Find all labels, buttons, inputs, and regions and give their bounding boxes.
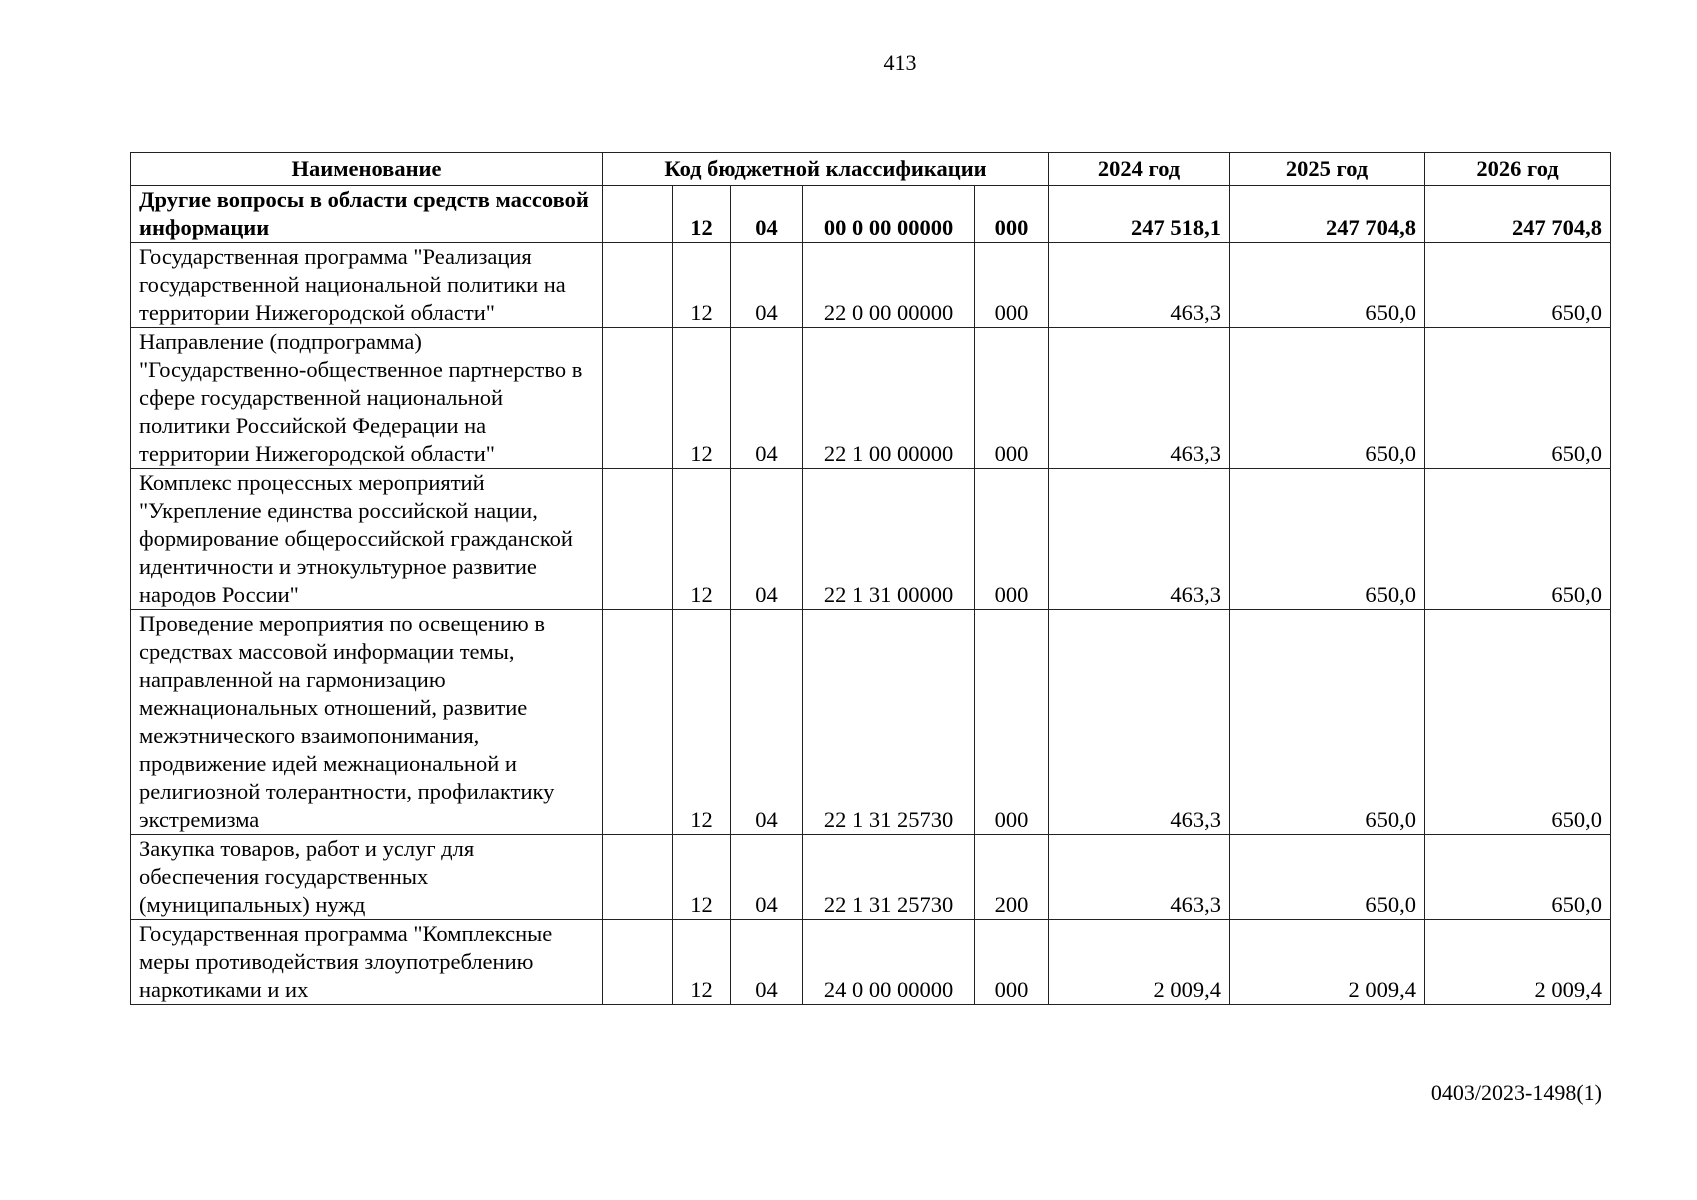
table-row [131,186,1611,243]
row-value-2025: 247 704,8 [1230,186,1425,243]
row-code-empty [603,328,673,469]
row-name: Проведение мероприятия по освещению в средствах массовой информации темы, направленной на гармонизацию межнациональных отношений, развитие межэтнического взаимопонимания, продвижение идей межнациональной и религиозной толерантности, профилактику экстремизма [131,610,603,835]
row-name: Закупка товаров, работ и услуг для обеспечения государственных (муниципальных) нужд [131,835,603,920]
row-expense-type: 000 [975,920,1049,1005]
row-code-empty [603,186,673,243]
row-value-2026: 650,0 [1425,243,1611,328]
row-value-2026: 2 009,4 [1425,920,1611,1005]
row-subsection: 04 [731,610,803,835]
row-section: 12 [673,469,731,610]
row-expense-type: 000 [975,243,1049,328]
row-section: 12 [673,835,731,920]
row-value-2026: 650,0 [1425,469,1611,610]
table-row [131,243,1611,328]
document-id: 0403/2023-1498(1) [1430,1080,1602,1105]
row-section: 12 [673,610,731,835]
header-2026: 2026 год [1425,153,1611,186]
row-code-empty [603,610,673,835]
row-target-article: 22 1 00 00000 [803,328,975,469]
row-value-2026: 650,0 [1425,610,1611,835]
row-value-2026: 650,0 [1425,835,1611,920]
budget-table [130,152,1611,1005]
header-2025: 2025 год [1230,153,1425,186]
page-number: 413 [883,50,917,75]
row-code-empty [603,920,673,1005]
row-target-article: 22 0 00 00000 [803,243,975,328]
header-code: Код бюджетной классификации [603,153,1049,186]
row-target-article: 00 0 00 00000 [803,186,975,243]
table-row [131,610,1611,835]
row-expense-type: 000 [975,610,1049,835]
row-value-2024: 463,3 [1049,469,1230,610]
row-value-2025: 650,0 [1230,469,1425,610]
row-subsection: 04 [731,243,803,328]
table-row [131,835,1611,920]
row-name: Комплекс процессных мероприятий "Укрепление единства российской нации, формирование общероссийской гражданской идентичности и этнокультурное развитие народов России" [131,469,603,610]
row-value-2024: 463,3 [1049,328,1230,469]
row-name: Государственная программа "Реализация государственной национальной политики на территории Нижегородской области" [131,243,603,328]
row-value-2024: 247 518,1 [1049,186,1230,243]
row-subsection: 04 [731,328,803,469]
row-target-article: 22 1 31 25730 [803,610,975,835]
row-target-article: 24 0 00 00000 [803,920,975,1005]
row-value-2025: 2 009,4 [1230,920,1425,1005]
row-value-2026: 650,0 [1425,328,1611,469]
table-row [131,469,1611,610]
row-value-2025: 650,0 [1230,835,1425,920]
row-section: 12 [673,328,731,469]
row-value-2025: 650,0 [1230,328,1425,469]
row-subsection: 04 [731,835,803,920]
row-subsection: 04 [731,920,803,1005]
row-name: Другие вопросы в области средств массовой информации [131,186,603,243]
table-row [131,328,1611,469]
table-header-row [131,153,1611,186]
row-expense-type: 200 [975,835,1049,920]
row-value-2024: 463,3 [1049,835,1230,920]
row-name: Направление (подпрограмма) "Государственно-общественное партнерство в сфере государственной национальной политики Российской Федерации на территории Нижегородской области" [131,328,603,469]
header-2024: 2024 год [1049,153,1230,186]
row-value-2025: 650,0 [1230,243,1425,328]
row-name: Государственная программа "Комплексные меры противодействия злоупотреблению наркотиками и их [131,920,603,1005]
header-name: Наименование [131,153,603,186]
table-row [131,920,1611,1005]
row-code-empty [603,469,673,610]
row-target-article: 22 1 31 25730 [803,835,975,920]
row-target-article: 22 1 31 00000 [803,469,975,610]
row-subsection: 04 [731,469,803,610]
row-section: 12 [673,920,731,1005]
row-value-2024: 2 009,4 [1049,920,1230,1005]
row-value-2025: 650,0 [1230,610,1425,835]
row-code-empty [603,243,673,328]
row-expense-type: 000 [975,328,1049,469]
row-value-2024: 463,3 [1049,610,1230,835]
row-expense-type: 000 [975,469,1049,610]
row-subsection: 04 [731,186,803,243]
row-value-2026: 247 704,8 [1425,186,1611,243]
row-value-2024: 463,3 [1049,243,1230,328]
row-expense-type: 000 [975,186,1049,243]
row-section: 12 [673,243,731,328]
row-section: 12 [673,186,731,243]
row-code-empty [603,835,673,920]
